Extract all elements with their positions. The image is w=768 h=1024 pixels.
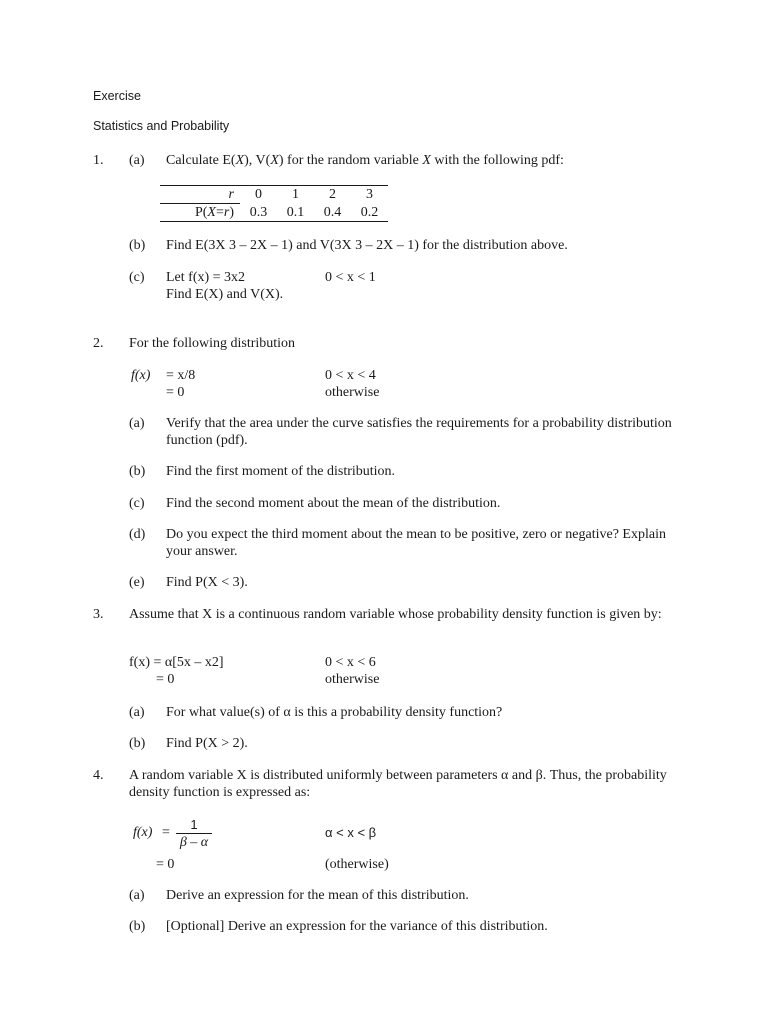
q3-f-line1: f(x) = α[5x – x2] — [129, 655, 224, 670]
q4b-label: (b) — [129, 919, 146, 934]
q2-number: 2. — [93, 336, 104, 351]
q1c-line1: Let f(x) = 3x2 — [166, 270, 246, 285]
table-cell: 2 — [314, 186, 351, 204]
q2b-label: (b) — [129, 464, 146, 479]
page-subtitle: Statistics and Probability — [93, 119, 230, 133]
page-title: Exercise — [93, 89, 141, 103]
q1a-label: (a) — [129, 153, 145, 168]
q1-number: 1. — [93, 153, 104, 168]
q4-f-eq: = — [162, 825, 170, 840]
q1a-text: Calculate E(X), V(X) for the random variable X with the following pdf: — [166, 153, 564, 168]
table-cell: 1 — [277, 186, 314, 204]
q4-range2: (otherwise) — [325, 857, 389, 872]
table-cell: 3 — [351, 186, 388, 204]
q3b-text: Find P(X > 2). — [166, 736, 248, 751]
q2c-text: Find the second moment about the mean of the distribution. — [166, 496, 501, 511]
q1c-range: 0 < x < 1 — [325, 270, 376, 285]
table-cell: 0.4 — [314, 204, 351, 222]
q2-f-rhs2: = 0 — [166, 385, 185, 400]
q3-range1: 0 < x < 6 — [325, 655, 376, 670]
table-cell: 0.2 — [351, 204, 388, 222]
q2-intro: For the following distribution — [129, 336, 296, 351]
q2-range1: 0 < x < 4 — [325, 368, 376, 383]
fraction-denominator: β – α — [179, 835, 209, 850]
q2e-label: (e) — [129, 575, 145, 590]
q4-range1: α < x < β — [325, 825, 377, 840]
table-cell: 0 — [240, 186, 277, 204]
q4a-text: Derive an expression for the mean of this distribution. — [166, 888, 469, 903]
q3-number: 3. — [93, 607, 104, 622]
q1c-label: (c) — [129, 270, 145, 285]
q3-f-line2: = 0 — [156, 672, 175, 687]
q1b-text: Find E(3X 3 – 2X – 1) and V(3X 3 – 2X – 1) for the distribution above. — [166, 238, 568, 253]
fraction-numerator: 1 — [190, 817, 198, 832]
q1-pdf-table — [160, 185, 388, 222]
q2a-text: Verify that the area under the curve satisfies the requirements for a probability distribution function (pdf). — [166, 416, 672, 448]
q1b-label: (b) — [129, 238, 146, 253]
q3a-label: (a) — [129, 705, 145, 720]
q2-range2: otherwise — [325, 385, 380, 400]
q2d-text: Do you expect the third moment about the mean to be positive, zero or negative? Explain your answer. — [166, 527, 666, 559]
q2-f-lhs: f(x) — [131, 368, 151, 383]
q3b-label: (b) — [129, 736, 146, 751]
q2a-label: (a) — [129, 416, 145, 431]
table-cell: 0.1 — [277, 204, 314, 222]
table-row — [160, 204, 388, 222]
q4-fraction — [175, 816, 213, 851]
table-cell: 0.3 — [240, 204, 277, 222]
q4-intro: A random variable X is distributed uniformly between parameters α and β. Thus, the probability density function is expressed as: — [129, 768, 667, 800]
q4-number: 4. — [93, 768, 104, 783]
q2c-label: (c) — [129, 496, 145, 511]
table-row-label: r — [160, 186, 240, 204]
table-row-label: P(X=r) — [160, 204, 240, 222]
q4a-label: (a) — [129, 888, 145, 903]
q3-intro: Assume that X is a continuous random variable whose probability density function is given by: — [129, 607, 662, 622]
q2b-text: Find the first moment of the distribution. — [166, 464, 396, 479]
q4b-text: [Optional] Derive an expression for the variance of this distribution. — [166, 919, 548, 934]
q1c-line2: Find E(X) and V(X). — [166, 287, 284, 302]
q3a-text: For what value(s) of α is this a probability density function? — [166, 705, 503, 720]
q2d-label: (d) — [129, 527, 146, 542]
q4-f-zero: = 0 — [156, 857, 175, 872]
q2e-text: Find P(X < 3). — [166, 575, 248, 590]
q2-f-rhs1: = x/8 — [166, 368, 196, 383]
q4-f-lhs: f(x) — [133, 825, 153, 840]
q3-range2: otherwise — [325, 672, 380, 687]
table-row — [160, 186, 388, 204]
